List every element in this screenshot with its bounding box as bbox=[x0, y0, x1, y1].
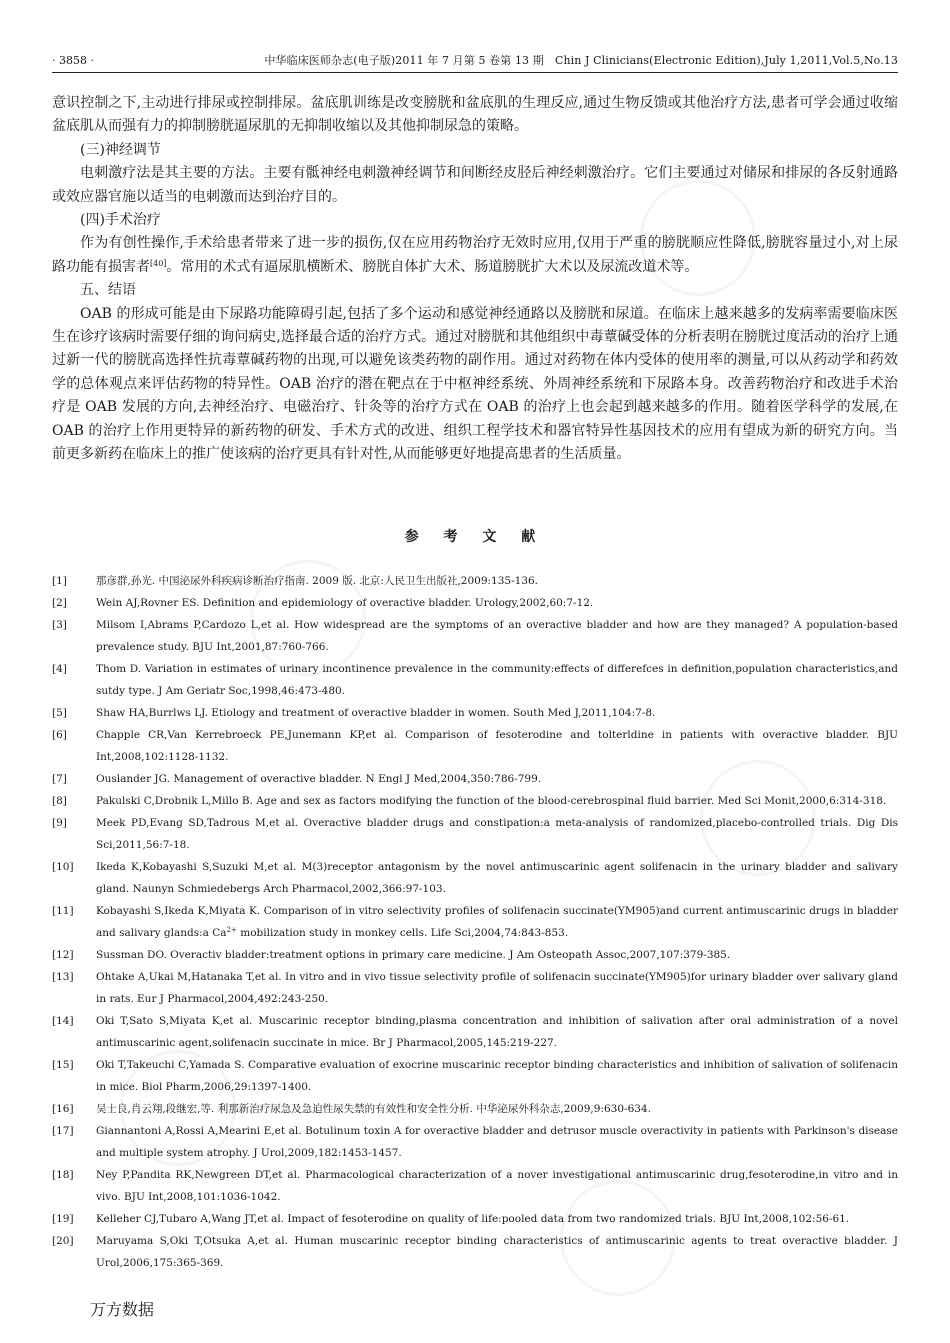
reference-body: mobilization study in monkey cells. Life Sci,2004,74:843-853. bbox=[236, 927, 569, 939]
reference-text bbox=[96, 768, 898, 790]
reference-body: Kobayashi S,Ikeda K,Miyata K. Comparison of in vitro selectivity profiles of solifenacin succinate(YM905)and current antimuscarinic drugs in bladder and salivary glands:a Ca bbox=[96, 905, 898, 939]
reference-text bbox=[96, 1164, 898, 1208]
reference-number: [20] bbox=[52, 1235, 74, 1247]
reference-text bbox=[96, 658, 898, 702]
reference-number: [7] bbox=[52, 773, 67, 785]
reference-body: Shaw HA,Burrlws LJ. Etiology and treatment of overactive bladder in women. South Med J,2011,104:7-8. bbox=[96, 707, 656, 719]
reference-text bbox=[96, 592, 898, 614]
reference-number: [4] bbox=[52, 663, 67, 675]
reference-text bbox=[96, 1010, 898, 1054]
reference-body: Chapple CR,Van Kerrebroeck PE,Junemann KP,et al. Comparison of fesoterodine and tolterldine in patients with overactive bladder. BJU Int,2008,102:1128-1132. bbox=[96, 729, 898, 763]
reference-item bbox=[52, 1208, 898, 1230]
paragraph-text: 。常用的术式有逼尿肌横断术、膀胱自体扩大术、肠道膀胱扩大术以及尿流改道术等。 bbox=[166, 258, 699, 275]
reference-number: [6] bbox=[52, 729, 67, 741]
reference-item bbox=[52, 1010, 898, 1054]
reference-body: Pakulski C,Drobnik L,Millo B. Age and sex as factors modifying the function of the blood-cerebrospinal fluid barrier. Med Sci Monit,2000,6:314-318. bbox=[96, 795, 887, 807]
reference-body: Ney P,Pandita RK,Newgreen DT,et al. Pharmacological characterization of a nover investigational antimuscarinic drug,fesoterodine,in vitro and in vivo. BJU Int,2008,101:1036-1042. bbox=[96, 1169, 898, 1203]
reference-list bbox=[52, 570, 898, 1274]
reference-item bbox=[52, 1120, 898, 1164]
reference-number: [19] bbox=[52, 1213, 74, 1225]
reference-text bbox=[96, 570, 898, 592]
section-heading: (三)神经调节 bbox=[80, 141, 161, 158]
reference-item bbox=[52, 658, 898, 702]
page-number: · 3858 · bbox=[52, 54, 94, 67]
reference-text bbox=[96, 1054, 898, 1098]
reference-item bbox=[52, 1054, 898, 1098]
reference-text bbox=[96, 856, 898, 900]
body-paragraph: OAB 的形成可能是由下尿路功能障碍引起,包括了多个运动和感觉神经通路以及膀胱和尿道。在临床上越来越多的发病率需要临床医生在诊疗该病时需要仔细的询问病史,选择最合适的治疗方式。通过对膀胱和其他组织中毒蕈碱受体的分析表明在膀胱过度活动的治疗上通过新一代的膀胱高选择性抗毒蕈碱药物的出现,可以避免该类药物的副作用。通过对药物在体内受体的使用率的测量,可以从药动学和药效学的总体观点来评估药物的特异性。OAB 治疗的潜在靶点在于中枢神经系统、外周神经系统和下尿路本身。改善药物治疗和改进手术治疗是 OAB 发展的方向,去神经治疗、电磁治疗、针灸等的治疗方式在 OAB 的治疗上也会起到越来越多的作用。随着医学科学的发展,在 OAB 的治疗上作用更特异的新药物的研发、手术方式的改进、组织工程学技术和器官特异性基因技术的应用有望成为新的研究方向。当前更多新药在临床上的推广使该病的治疗更具有针对性,从而能够更好地提高患者的生活质量。 bbox=[52, 305, 898, 463]
reference-item bbox=[52, 812, 898, 856]
reference-text bbox=[96, 900, 898, 944]
reference-superscript: 2+ bbox=[226, 926, 237, 934]
reference-item bbox=[52, 768, 898, 790]
reference-item bbox=[52, 790, 898, 812]
reference-number: [1] bbox=[52, 575, 67, 587]
reference-text bbox=[96, 966, 898, 1010]
citation-marker: [40] bbox=[150, 258, 167, 268]
body-paragraph: 电刺激疗法是其主要的方法。主要有骶神经电刺激神经调节和间断经皮胫后神经刺激治疗。它们主要通过对储尿和排尿的各反射通路或效应器官施以适当的电刺激而达到治疗目的。 bbox=[52, 165, 898, 205]
reference-text bbox=[96, 724, 898, 768]
reference-number: [16] bbox=[52, 1103, 74, 1115]
reference-body: Giannantoni A,Rossi A,Mearini E,et al. Botulinum toxin A for overactive bladder and detrusor muscle overactivity in patients with Parkinson's disease and multiple system atrophy. J Urol,2009,182:1453-1457. bbox=[96, 1125, 898, 1159]
section-heading: 五、结语 bbox=[80, 282, 136, 299]
reference-text bbox=[96, 790, 898, 812]
journal-citation: 中华临床医师杂志(电子版)2011 年 7 月第 5 卷第 13 期 Chin J Clinicians(Electronic Edition),July 1,2011,Vol.5,No.13 bbox=[264, 54, 898, 67]
body-paragraph bbox=[52, 232, 898, 279]
reference-body: Ouslander JG. Management of overactive bladder. N Engl J Med,2004,350:786-799. bbox=[96, 773, 542, 785]
reference-number: [18] bbox=[52, 1169, 74, 1181]
reference-body: Kelleher CJ,Tubaro A,Wang JT,et al. Impact of fesoterodine on quality of life:pooled data from two randomized trials. BJU Int,2008,102:56-61. bbox=[96, 1213, 850, 1225]
reference-text bbox=[96, 812, 898, 856]
reference-item bbox=[52, 592, 898, 614]
reference-body: Ikeda K,Kobayashi S,Suzuki M,et al. M(3)receptor antagonism by the novel antimuscarinic agent solifenacin in the urinary bladder and salivary gland. Naunyn Schmiedebergs Arch Pharmacol,2002,366:97-103. bbox=[96, 861, 898, 895]
reference-number: [15] bbox=[52, 1059, 74, 1071]
reference-body: Oki T,Takeuchi C,Yamada S. Comparative evaluation of exocrine muscarinic receptor binding characteristics and inhibition of salivation of solifenacin in mice. Biol Pharm,2006,29:1397-1400. bbox=[96, 1059, 898, 1093]
reference-item bbox=[52, 944, 898, 966]
reference-item bbox=[52, 724, 898, 768]
reference-body: Oki T,Sato S,Miyata K,et al. Muscarinic receptor binding,plasma concentration and inhibition of salivation after oral administration of a novel antimuscarinic agent,solifenacin succinate in mice. Br J Pharmacol,2005,145:219-227. bbox=[96, 1015, 898, 1049]
reference-text bbox=[96, 614, 898, 658]
reference-body: Thom D. Variation in estimates of urinary incontinence prevalence in the community:effects of differefces in definition,population characteristics,and sutdy type. J Am Geriatr Soc,1998,46:473-480. bbox=[96, 663, 898, 697]
article-body bbox=[52, 92, 898, 467]
reference-body: Ohtake A,Ukai M,Hatanaka T,et al. In vitro and in vivo tissue selectivity profile of solifenacin succinate(YM905)for urinary bladder over salivary gland in rats. Eur J Pharmacol,2004,492:243-250. bbox=[96, 971, 898, 1005]
reference-text bbox=[96, 1098, 898, 1120]
reference-item bbox=[52, 702, 898, 724]
reference-text bbox=[96, 944, 898, 966]
reference-text bbox=[96, 1208, 898, 1230]
reference-body: Maruyama S,Oki T,Otsuka A,et al. Human muscarinic receptor binding characteristics of antimuscarinic agents to treat overactive bladder. J Urol,2006,175:365-369. bbox=[96, 1235, 898, 1269]
reference-item bbox=[52, 900, 898, 944]
reference-number: [13] bbox=[52, 971, 74, 983]
reference-item bbox=[52, 570, 898, 592]
reference-item bbox=[52, 856, 898, 900]
reference-number: [14] bbox=[52, 1015, 74, 1027]
reference-body: 吴士良,肖云翔,段继宏,等. 利那新治疗尿急及急迫性尿失禁的有效性和安全性分析. 中华泌尿外科杂志,2009,9:630-634. bbox=[96, 1103, 651, 1115]
reference-number: [12] bbox=[52, 949, 74, 961]
reference-body: Milsom I,Abrams P,Cardozo L,et al. How widespread are the symptoms of an overactive bladder and how are they managed? A population-based prevalence study. BJU Int,2001,87:760-766. bbox=[96, 619, 898, 653]
reference-number: [9] bbox=[52, 817, 67, 829]
reference-number: [2] bbox=[52, 597, 67, 609]
references-title: 参 考 文 献 bbox=[404, 529, 546, 545]
reference-body: Sussman DO. Overactiv bladder:treatment options in primary care medicine. J Am Osteopath Assoc,2007,107:379-385. bbox=[96, 949, 731, 961]
reference-number: [10] bbox=[52, 861, 74, 873]
reference-item bbox=[52, 614, 898, 658]
reference-text bbox=[96, 702, 898, 724]
reference-item bbox=[52, 1164, 898, 1208]
reference-item bbox=[52, 966, 898, 1010]
section-heading: (四)手术治疗 bbox=[80, 212, 161, 229]
reference-number: [17] bbox=[52, 1125, 74, 1137]
body-paragraph: 意识控制之下,主动进行排尿或控制排尿。盆底肌训练是改变膀胱和盆底肌的生理反应,通过生物反馈或其他治疗方法,患者可学会通过收缩盆底肌从而强有力的抑制膀胱逼尿肌的无抑制收缩以及其他抑制尿急的策略。 bbox=[52, 95, 898, 135]
reference-body: Meek PD,Evang SD,Tadrous M,et al. Overactive bladder drugs and constipation:a meta-analysis of randomized,placebo-controlled trials. Dig Dis Sci,2011,56:7-18. bbox=[96, 817, 898, 851]
reference-number: [5] bbox=[52, 707, 67, 719]
running-header bbox=[52, 52, 898, 73]
reference-item bbox=[52, 1230, 898, 1274]
paragraph-text: 作为有创性操作,手术给患者带来了进一步的损伤,仅在应用药物治疗无效时应用,仅用于严重的膀胱顺应性降低,膀胱容量过小,对上尿路功能有损害者 bbox=[52, 235, 898, 275]
reference-number: [8] bbox=[52, 795, 67, 807]
reference-text bbox=[96, 1120, 898, 1164]
reference-body: Wein AJ,Rovner ES. Definition and epidemiology of overactive bladder. Urology,2002,60:7-12. bbox=[96, 597, 594, 609]
reference-number: [3] bbox=[52, 619, 67, 631]
reference-item bbox=[52, 1098, 898, 1120]
footer-watermark-text: 万方数据 bbox=[90, 1300, 155, 1319]
reference-text bbox=[96, 1230, 898, 1274]
reference-body: 那彦群,孙光. 中国泌尿外科疾病诊断治疗指南. 2009 版. 北京:人民卫生出版社,2009:135-136. bbox=[96, 575, 539, 587]
reference-number: [11] bbox=[52, 905, 74, 917]
